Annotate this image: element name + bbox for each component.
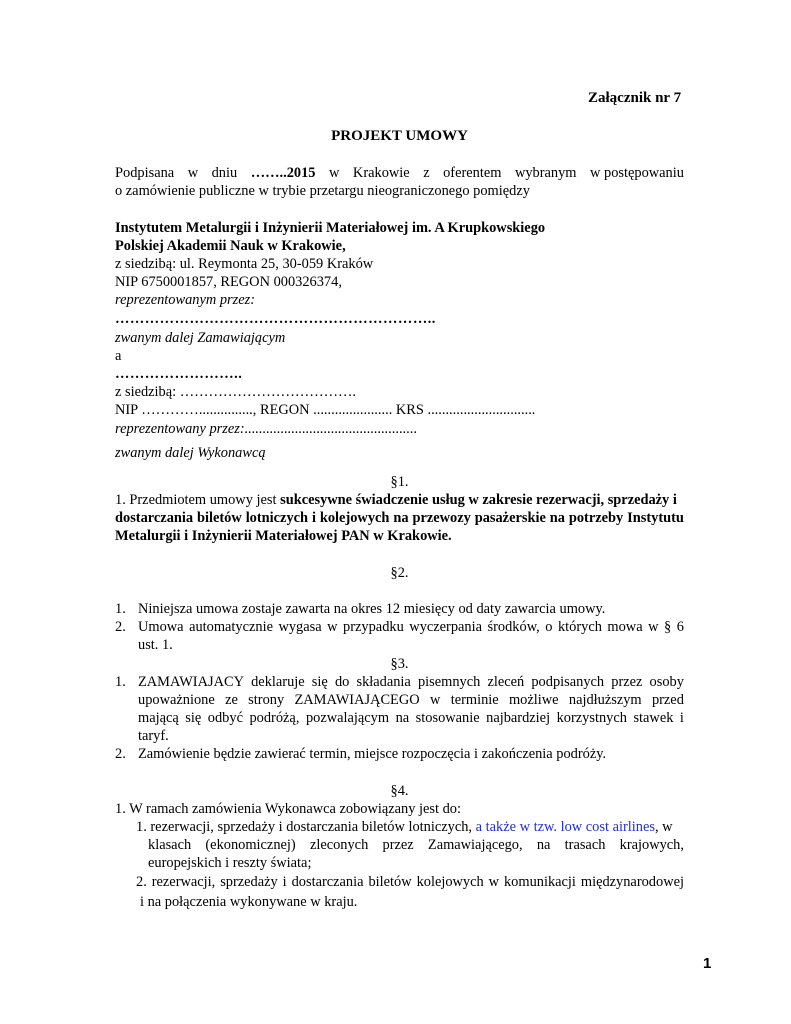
word: ZAMAWIAJĄCEGO bbox=[294, 692, 420, 708]
party2-called: zwanym dalej Wykonawcą bbox=[115, 445, 266, 461]
word: których bbox=[557, 619, 602, 635]
section-4-item-1-line-3: europejskich i reszty świata; bbox=[148, 855, 312, 871]
word: biletów bbox=[368, 874, 412, 890]
party2-name-dots: …………………….. bbox=[115, 366, 243, 382]
word: biletów bbox=[197, 510, 242, 526]
word: (ekonomicznej) bbox=[205, 837, 296, 853]
word: stosowanie bbox=[415, 710, 480, 726]
section-1-line-2 bbox=[115, 509, 684, 528]
word: składania bbox=[356, 674, 411, 690]
word: w postępowaniu bbox=[590, 165, 684, 181]
word: deklaruje bbox=[251, 674, 305, 690]
section-1-heading: §1. bbox=[390, 474, 409, 490]
word: na bbox=[393, 510, 409, 526]
word: Instytutu bbox=[627, 510, 684, 526]
section-1-line-1 bbox=[115, 491, 677, 510]
word: przypadku bbox=[343, 619, 404, 635]
low-cost-airlines-link[interactable]: a także w tzw. low cost airlines bbox=[475, 819, 655, 835]
word: mającą bbox=[138, 710, 179, 726]
section-3-item-1-line-4: taryf. bbox=[138, 728, 169, 744]
word: automatycznie bbox=[189, 619, 273, 635]
word: 6 bbox=[676, 619, 684, 635]
word: się bbox=[185, 710, 202, 726]
word: mowa bbox=[607, 619, 643, 635]
word: lotniczych bbox=[245, 510, 309, 526]
party2-ids: NIP …………..............., REGON ...................... KRS .............................. bbox=[115, 402, 536, 418]
word: międzynarodowej bbox=[580, 874, 684, 890]
word: pasażerskie bbox=[474, 510, 546, 526]
word: na bbox=[536, 837, 551, 853]
section-4-intro: 1. W ramach zamówienia Wykonawca zobowiązany jest do: bbox=[115, 801, 461, 817]
word: kolejowych bbox=[319, 510, 390, 526]
word: sprzedaży bbox=[220, 874, 278, 890]
word: na bbox=[395, 710, 410, 726]
word: ZAMAWIAJACY bbox=[138, 674, 244, 690]
word: dostarczania bbox=[115, 510, 194, 526]
text: 1. rezerwacji, sprzedaży i dostarczania biletów lotniczych, bbox=[136, 819, 473, 835]
word: oferentem bbox=[443, 165, 502, 181]
word: rezerwacji, bbox=[151, 874, 216, 890]
word: zleconych bbox=[309, 837, 369, 853]
page-title: PROJEKT UMOWY bbox=[331, 128, 468, 144]
word: na bbox=[549, 510, 565, 526]
word: możliwe bbox=[508, 692, 559, 708]
word: w bbox=[488, 874, 500, 890]
word: się bbox=[311, 674, 328, 690]
word: w bbox=[429, 692, 441, 708]
section-2-heading: §2. bbox=[390, 565, 409, 581]
word: odbyć bbox=[207, 710, 243, 726]
word: Zamawiającego, bbox=[427, 837, 523, 853]
section-3-item-2: Zamówienie będzie zawierać termin, miejsce rozpoczęcia i zakończenia podróży. bbox=[138, 746, 607, 762]
attachment-label: Załącznik nr 7 bbox=[588, 90, 682, 106]
word: upoważnione bbox=[138, 692, 215, 708]
section-2-item-2-line-1 bbox=[138, 618, 684, 637]
word: do bbox=[334, 674, 350, 690]
word: pozwalającym bbox=[305, 710, 390, 726]
intro-line-2: o zamówienie publiczne w trybie przetargu nieograniczonego pomiędzy bbox=[115, 183, 530, 199]
word: Krakowie bbox=[352, 165, 410, 181]
word: najdłuższym bbox=[568, 692, 642, 708]
word: korzystnych bbox=[556, 710, 627, 726]
text: 1. Przedmiotem umowy jest bbox=[115, 492, 277, 508]
word: ze bbox=[225, 692, 238, 708]
word: w bbox=[327, 619, 338, 635]
section-4-heading: §4. bbox=[390, 783, 409, 799]
section-2-item-2-number: 2. bbox=[115, 619, 126, 635]
word: o bbox=[545, 619, 553, 635]
party1-address: z siedzibą: ul. Reymonta 25, 30-059 Kraków bbox=[115, 256, 374, 272]
party1-name-line2: Polskiej Akademii Nauk w Krakowie, bbox=[115, 238, 346, 254]
word: w bbox=[329, 165, 340, 181]
section-2-item-1-number: 1. bbox=[115, 601, 126, 617]
intro-line-1 bbox=[115, 164, 684, 183]
text: sukcesywne świadczenie usług w zakresie rezerwacji, sprzedaży i bbox=[280, 492, 677, 508]
conjunction: a bbox=[115, 348, 122, 364]
party1-represented-label: reprezentowanym przez: bbox=[115, 292, 256, 308]
word: przez bbox=[611, 674, 643, 690]
word: zleceń bbox=[487, 674, 525, 690]
word: i bbox=[679, 710, 684, 726]
party2-seat: z siedzibą: ………………………………. bbox=[115, 384, 357, 400]
word: osoby bbox=[649, 674, 684, 690]
section-4-item-2-line-2: i na połączenia wykonywane w kraju. bbox=[140, 894, 358, 910]
word: pisemnych bbox=[417, 674, 481, 690]
word: w bbox=[187, 165, 199, 181]
section-1-line-3: Metalurgii i Inżynierii Materiałowej PAN w Krakowie. bbox=[115, 528, 452, 544]
word: podróżą, bbox=[249, 710, 300, 726]
word: środków, bbox=[487, 619, 540, 635]
contract-date: ……..2015 bbox=[250, 165, 316, 181]
party1-called: zwanym dalej Zamawiającym bbox=[115, 330, 286, 346]
section-3-item-1-line-3 bbox=[138, 709, 684, 728]
party1-ids: NIP 6750001857, REGON 000326374, bbox=[115, 274, 342, 290]
word: komunikacji bbox=[503, 874, 576, 890]
word: dostarczania bbox=[291, 874, 364, 890]
section-2-item-2-line-2: ust. 1. bbox=[138, 637, 173, 653]
section-3-item-2-number: 2. bbox=[115, 746, 126, 762]
word: przez bbox=[382, 837, 414, 853]
section-3-item-1-number: 1. bbox=[115, 674, 126, 690]
word: § bbox=[664, 619, 672, 635]
party1-name-line1: Instytutem Metalurgii i Inżynierii Materiałowej im. A Krupkowskiego bbox=[115, 220, 546, 236]
word: terminie bbox=[450, 692, 499, 708]
word: przewozy bbox=[412, 510, 471, 526]
word: Umowa bbox=[138, 619, 184, 635]
section-4-item-2-line-1 bbox=[136, 873, 684, 892]
party2-represented: reprezentowany przez:................................................ bbox=[115, 421, 418, 437]
word: potrzeby bbox=[568, 510, 624, 526]
word: kolejowych bbox=[416, 874, 484, 890]
word: z bbox=[423, 165, 430, 181]
section-3-heading: §3. bbox=[390, 656, 409, 672]
section-3-item-1-line-2 bbox=[138, 691, 684, 710]
word: podpisanych bbox=[531, 674, 605, 690]
word: i bbox=[282, 874, 287, 890]
word: dniu bbox=[211, 165, 238, 181]
section-4-item-1-line-2 bbox=[148, 836, 684, 855]
word: w bbox=[648, 619, 659, 635]
word: trasach bbox=[564, 837, 606, 853]
section-3-item-1-line-1 bbox=[138, 673, 684, 692]
text: , w bbox=[654, 819, 673, 835]
word: przed bbox=[651, 692, 684, 708]
word: 2. bbox=[136, 874, 147, 890]
word: wyczerpania bbox=[409, 619, 483, 635]
word: stawek bbox=[633, 710, 674, 726]
word: Podpisana bbox=[115, 165, 175, 181]
word: wygasa bbox=[278, 619, 322, 635]
word: strony bbox=[248, 692, 285, 708]
word: wybranym bbox=[514, 165, 577, 181]
section-4-item-1-line-1 bbox=[136, 818, 673, 837]
word: najbardziej bbox=[486, 710, 551, 726]
word: klasach bbox=[148, 837, 192, 853]
party1-represented-dots: ……………………………………………………….. bbox=[115, 311, 436, 327]
section-2-item-1: Niniejsza umowa zostaje zawarta na okres 12 miesięcy od daty zawarcia umowy. bbox=[138, 601, 606, 617]
page-number: 1 bbox=[703, 955, 712, 972]
word: i bbox=[311, 510, 316, 526]
word: krajowych, bbox=[619, 837, 684, 853]
